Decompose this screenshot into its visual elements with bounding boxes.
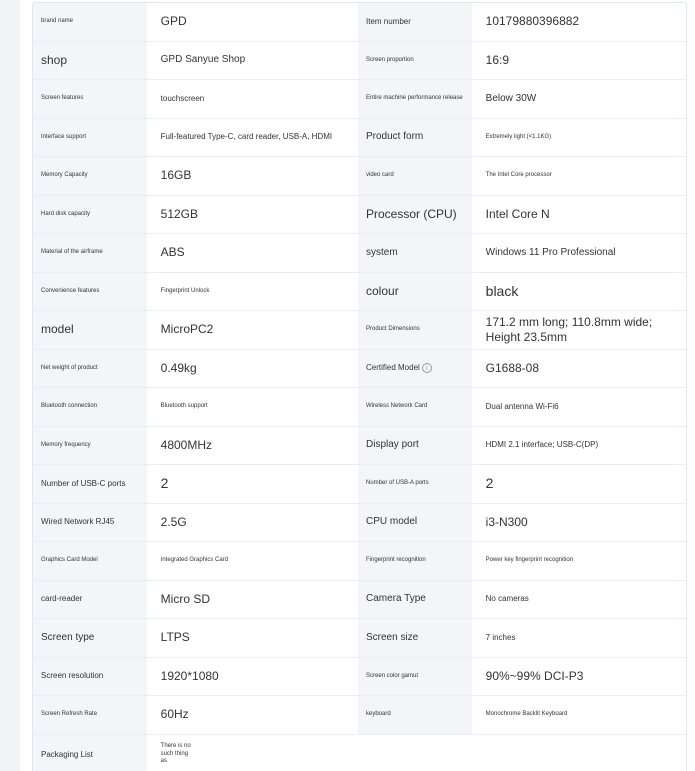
spec-key: brand name <box>33 3 147 41</box>
spec-key: Memory frequency <box>33 427 147 465</box>
spec-value: 4800MHz <box>160 437 213 452</box>
info-icon[interactable]: i <box>422 363 432 373</box>
spec-value: GPD <box>160 14 187 29</box>
spec-value: 90%~99% DCI-P3 <box>485 668 584 683</box>
spec-key: Product form <box>358 119 472 157</box>
spec-value: black <box>485 282 519 299</box>
spec-value: 512GB <box>160 206 199 221</box>
spec-value: 7 inches <box>485 632 516 642</box>
spec-key: system <box>358 234 472 272</box>
spec-value: Fingerprint Unlock <box>160 287 210 294</box>
spec-key: keyboard <box>358 696 472 734</box>
spec-key: Packaging List <box>33 735 147 771</box>
spec-row <box>33 273 686 312</box>
spec-key: Entire machine performance release <box>358 80 472 118</box>
spec-key: Screen size <box>358 619 472 657</box>
spec-value: 16:9 <box>485 52 510 67</box>
spec-value: No cameras <box>485 594 529 604</box>
spec-key: Screen type <box>33 619 147 657</box>
spec-value: 1920*1080 <box>160 668 219 683</box>
spec-value: LTPS <box>160 630 190 645</box>
spec-key: Camera Type <box>358 581 472 619</box>
spec-key: Product Dimensions <box>358 311 472 349</box>
spec-key: Screen resolution <box>33 658 147 696</box>
spec-key: Number of USB-C ports <box>33 465 147 503</box>
spec-key: Screen color gamut <box>358 658 472 696</box>
spec-row <box>33 80 686 119</box>
spec-row <box>33 196 686 235</box>
spec-row <box>33 542 686 581</box>
spec-value: 2.5G <box>160 514 187 529</box>
spec-row <box>33 658 686 697</box>
spec-row <box>33 619 686 658</box>
spec-row <box>33 42 686 81</box>
spec-row <box>33 388 686 427</box>
spec-value: i3-N300 <box>485 514 528 529</box>
spec-value: Windows 11 Pro Professional <box>485 246 616 258</box>
spec-key: Item number <box>358 3 472 41</box>
spec-key: card-reader <box>33 581 147 619</box>
spec-value: 2 <box>485 475 494 491</box>
spec-row <box>33 234 686 273</box>
spec-value: Power key fingerprint recognition <box>485 557 574 563</box>
spec-value: 2 <box>160 475 169 491</box>
spec-value <box>147 735 686 771</box>
spec-row <box>33 696 686 735</box>
spec-row <box>33 465 686 504</box>
spec-key: Bluetooth connection <box>33 388 147 426</box>
spec-value: Integrated Graphics Card <box>160 557 229 563</box>
spec-value: touchscreen <box>160 93 205 103</box>
spec-key: Screen Refresh Rate <box>33 696 147 734</box>
spec-key: Screen proportion <box>358 42 472 80</box>
spec-value: 60Hz <box>160 707 189 722</box>
spec-row <box>33 581 686 620</box>
spec-key: Interface support <box>33 119 147 157</box>
spec-value: MicroPC2 <box>160 322 214 337</box>
spec-value: Extremely light (<1.1KG) <box>485 133 552 140</box>
spec-value: Full-featured Type-C, card reader, USB-A, HDMI <box>160 132 333 142</box>
spec-key: Certified Model <box>366 363 420 373</box>
spec-value: 0.49kg <box>160 360 197 375</box>
spec-value: G1688-08 <box>485 360 540 375</box>
spec-value-text: There is no such thing as <box>160 743 191 765</box>
spec-row <box>33 119 686 158</box>
spec-key: Wired Network RJ45 <box>33 504 147 542</box>
spec-row <box>33 157 686 196</box>
spec-row <box>33 350 686 389</box>
spec-row <box>33 504 686 543</box>
spec-key: colour <box>358 273 472 311</box>
spec-key: Hard disk capacity <box>33 196 147 234</box>
spec-key: Wireless Network Card <box>358 388 472 426</box>
spec-value: ABS <box>160 245 185 260</box>
spec-value: The Intel Core processor <box>485 172 552 178</box>
spec-key: Display port <box>358 427 472 465</box>
spec-key: Material of the airframe <box>33 234 147 272</box>
spec-value: HDMI 2.1 interface; USB-C(DP) <box>485 440 599 450</box>
spec-row <box>33 311 686 350</box>
spec-key: Screen features <box>33 80 147 118</box>
spec-value: Below 30W <box>485 92 537 104</box>
spec-value: Monochrome Backlit Keyboard <box>485 711 568 717</box>
spec-value: Bluetooth support <box>160 403 208 409</box>
spec-value: Micro SD <box>160 591 210 606</box>
spec-row <box>33 427 686 466</box>
spec-value: Dual antenna Wi-Fi6 <box>485 401 559 411</box>
spec-key: shop <box>33 42 147 80</box>
spec-row <box>33 3 686 42</box>
spec-key: Memory Capacity <box>33 157 147 195</box>
spec-value: Intel Core N <box>485 206 550 221</box>
spec-value: 10179880396882 <box>485 14 580 29</box>
spec-key: Graphics Card Model <box>33 542 147 580</box>
page-left-margin <box>0 0 20 771</box>
spec-row <box>33 735 686 771</box>
spec-key: Number of USB-A ports <box>358 465 472 503</box>
spec-key: Processor (CPU) <box>358 196 472 234</box>
spec-key: Convenience features <box>33 273 147 311</box>
spec-key: Net weight of product <box>33 350 147 388</box>
spec-value: 16GB <box>160 168 192 183</box>
spec-key: Fingerprint recognition <box>358 542 472 580</box>
spec-value: GPD Sanyue Shop <box>160 54 246 65</box>
certified-model-cell <box>358 350 472 388</box>
spec-key: video card <box>358 157 472 195</box>
spec-table <box>32 2 687 771</box>
spec-key: model <box>33 311 147 349</box>
spec-key: CPU model <box>358 504 472 542</box>
spec-value: 171.2 mm long; 110.8mm wide; Height 23.5mm <box>485 314 653 344</box>
